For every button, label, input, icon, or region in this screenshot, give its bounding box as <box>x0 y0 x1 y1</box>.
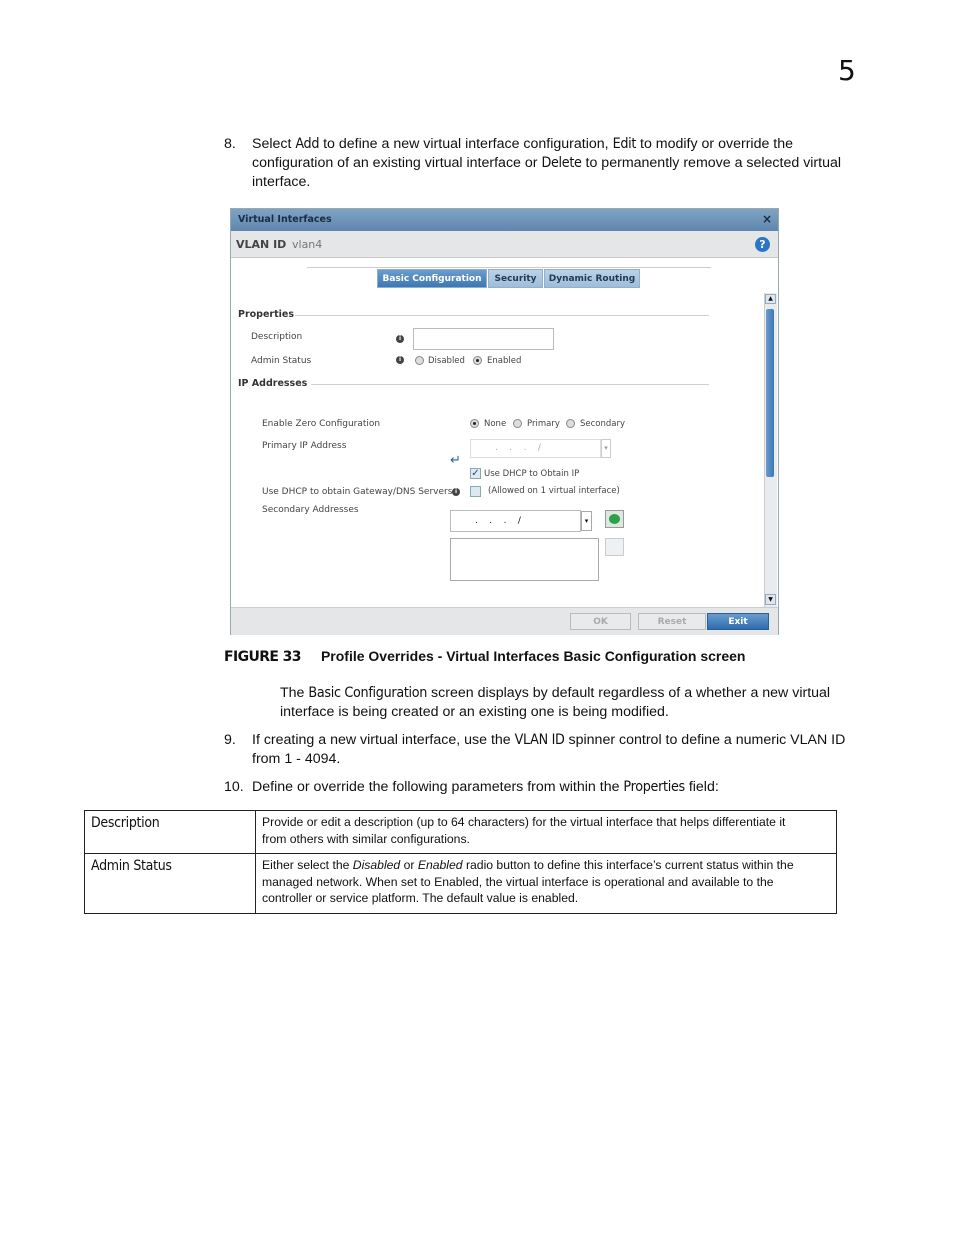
param-description <box>256 854 837 914</box>
admin-enabled-radio[interactable] <box>473 356 482 365</box>
vlan-bar <box>231 231 778 258</box>
text: Disabled <box>352 858 401 872</box>
text: spinner control to define a numeric VLAN ID <box>564 732 846 748</box>
secondary-addresses-list[interactable] <box>450 538 599 581</box>
step-number: 10. <box>224 779 244 795</box>
secondary-address-input[interactable]: . . . / <box>450 510 581 532</box>
text: Define or override the following parameters from within the <box>252 779 624 795</box>
param-name: Admin Status <box>85 854 256 914</box>
exit-button[interactable]: Exit <box>707 613 769 630</box>
text: interface is being created or an existing one is being modified. <box>280 704 669 720</box>
properties-heading: Properties <box>238 309 294 320</box>
figure-title: Profile Overrides - Virtual Interfaces Basic Configuration screen <box>320 648 746 664</box>
basic-config-paragraph <box>280 684 880 722</box>
vlan-id-label: VLAN ID <box>236 238 287 251</box>
info-icon: i <box>452 488 460 496</box>
dialog-titlebar <box>231 209 778 231</box>
text: from others with similar configurations. <box>262 831 470 846</box>
description-label: Description <box>251 332 303 342</box>
param-description <box>256 811 837 854</box>
ui-term-add: Add <box>295 136 320 152</box>
ip-addresses-heading: IP Addresses <box>238 378 308 389</box>
divider <box>311 384 709 385</box>
info-icon: i <box>396 335 404 343</box>
admin-enabled-label: Enabled <box>487 356 522 366</box>
dialog-title: Virtual Interfaces <box>238 214 332 225</box>
divider <box>295 315 709 316</box>
figure-caption <box>224 648 745 665</box>
ui-term: Basic Configuration <box>308 685 428 701</box>
text: If creating a new virtual interface, use the <box>252 732 515 748</box>
tab-basic-configuration[interactable]: Basic Configuration <box>377 269 487 288</box>
scroll-down-arrow-icon[interactable]: ▼ <box>765 594 776 605</box>
text: controller or service platform. The default value is enabled. <box>262 891 579 905</box>
tab-security[interactable]: Security <box>488 269 543 288</box>
ok-button[interactable]: OK <box>570 613 631 630</box>
text: managed network. When set to Enabled, the virtual interface is operational and available to the <box>262 874 774 889</box>
table-row <box>85 811 837 854</box>
step-text <box>252 731 892 769</box>
ui-term: Properties <box>623 779 685 795</box>
text: field: <box>684 779 719 795</box>
zero-config-label: Enable Zero Configuration <box>262 419 381 429</box>
text: Provide or edit a description (up to 64 characters) for the virtual interface that helps differentiate it <box>262 815 786 829</box>
dhcp-gateway-checkbox[interactable] <box>470 486 481 497</box>
add-icon <box>609 514 620 524</box>
use-dhcp-label: Use DHCP to Obtain IP <box>484 469 580 479</box>
step-text <box>252 135 892 192</box>
zero-secondary-radio[interactable] <box>566 419 575 428</box>
zero-primary-label: Primary <box>527 419 560 429</box>
text: Select <box>252 136 296 152</box>
dhcp-gateway-label: Use DHCP to obtain Gateway/DNS Servers <box>262 487 453 497</box>
step-number: 9. <box>224 732 236 748</box>
zero-secondary-label: Secondary <box>580 419 626 429</box>
text: from 1 - 4094. <box>252 751 341 767</box>
description-input[interactable] <box>413 328 554 350</box>
primary-ip-dropdown[interactable]: ▾ <box>601 439 611 458</box>
enter-arrow-icon: ↵ <box>450 453 461 468</box>
dhcp-gateway-note: (Allowed on 1 virtual interface) <box>488 486 620 496</box>
table-row <box>85 854 837 914</box>
admin-disabled-radio[interactable] <box>415 356 424 365</box>
add-address-button[interactable] <box>605 510 624 528</box>
dialog-footer <box>231 607 778 635</box>
tab-dynamic-routing[interactable]: Dynamic Routing <box>544 269 640 288</box>
text: to modify or override the <box>636 136 794 152</box>
zero-primary-radio[interactable] <box>513 419 522 428</box>
text: Enabled <box>417 858 463 872</box>
zero-none-label: None <box>484 419 507 429</box>
scroll-up-arrow-icon[interactable]: ▲ <box>765 294 776 304</box>
figure-label: FIGURE 33 <box>224 649 301 665</box>
ui-term-delete: Delete <box>541 155 582 171</box>
text: to permanently remove a selected virtual <box>581 155 842 171</box>
reset-button[interactable]: Reset <box>638 613 706 630</box>
primary-ip-label: Primary IP Address <box>262 441 347 451</box>
tab-divider <box>307 267 711 268</box>
admin-status-label: Admin Status <box>251 356 312 366</box>
close-icon[interactable]: × <box>761 212 772 226</box>
text: screen displays by default regardless of a whether a new virtual <box>427 685 831 701</box>
virtual-interfaces-dialog <box>230 208 779 635</box>
help-icon[interactable]: ? <box>755 237 770 252</box>
secondary-address-dropdown[interactable]: ▾ <box>581 511 592 531</box>
parameters-table <box>84 810 837 914</box>
step-number: 8. <box>224 136 236 152</box>
ui-term-edit: Edit <box>612 136 637 152</box>
primary-ip-input[interactable]: . . . / <box>470 439 601 458</box>
scrollbar-thumb[interactable] <box>766 309 774 477</box>
remove-address-button[interactable] <box>605 538 624 556</box>
step-text <box>252 778 892 797</box>
chapter-number: 5 <box>838 54 856 87</box>
admin-disabled-label: Disabled <box>428 356 465 366</box>
text: to define a new virtual interface configuration, <box>319 136 613 152</box>
text: The <box>280 685 309 701</box>
text: Either select the <box>262 858 353 872</box>
info-icon: i <box>396 356 404 364</box>
param-name: Description <box>85 811 256 854</box>
text: interface. <box>252 174 311 190</box>
text: or <box>400 858 418 872</box>
zero-none-radio[interactable] <box>470 419 479 428</box>
text: radio button to define this interface’s current status within the <box>462 858 794 872</box>
use-dhcp-checkbox[interactable]: ✓ <box>471 468 480 479</box>
text: configuration of an existing virtual interface or <box>252 155 542 171</box>
secondary-addresses-label: Secondary Addresses <box>262 505 359 515</box>
ui-term: VLAN ID <box>514 732 565 748</box>
vlan-id-value[interactable]: vlan4 <box>292 238 323 251</box>
